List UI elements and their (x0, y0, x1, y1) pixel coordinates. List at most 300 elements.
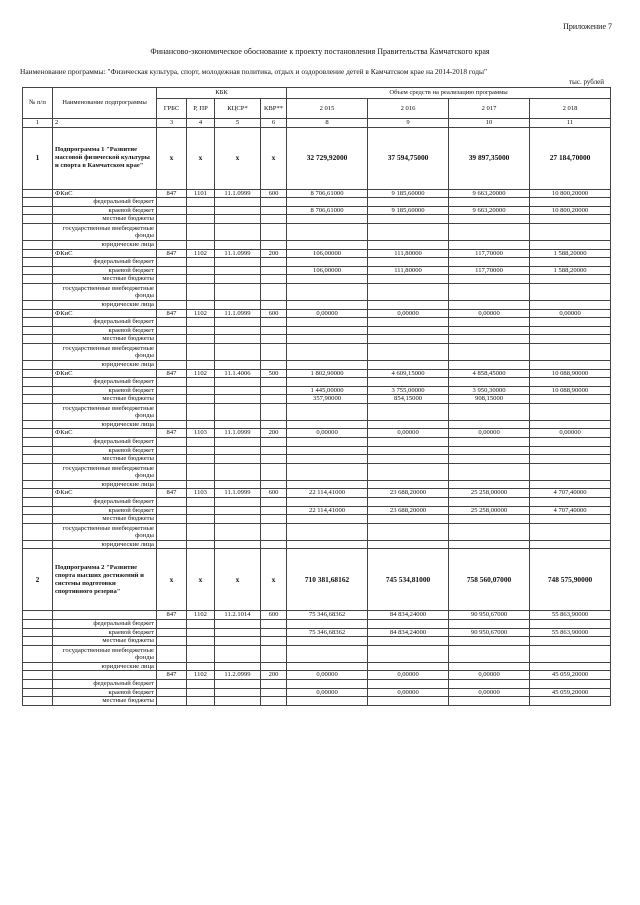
grbs-cell (157, 688, 187, 697)
rpr-cell: x (187, 549, 215, 611)
amount-cell: 1 588,20000 (530, 266, 611, 275)
funding-source-name: государственные внебюджетные фонды (53, 463, 157, 480)
source-row (23, 300, 611, 309)
executor-row (23, 189, 611, 198)
grbs-cell (157, 326, 187, 335)
amount-cell (530, 378, 611, 387)
grbs-cell (157, 506, 187, 515)
rpr-cell (187, 283, 215, 300)
column-index-cell: 5 (215, 119, 261, 128)
amount-cell (530, 335, 611, 344)
amount-cell (530, 343, 611, 360)
source-row (23, 480, 611, 489)
source-row (23, 697, 611, 706)
row-number (23, 645, 53, 662)
kvr-cell: x (261, 549, 287, 611)
amount-cell (368, 679, 449, 688)
amount-cell (368, 498, 449, 507)
kcsr-cell (215, 523, 261, 540)
amount-cell: 0,00000 (368, 309, 449, 318)
rpr-cell (187, 628, 215, 637)
funding-source-name: краевой бюджет (53, 326, 157, 335)
source-row (23, 540, 611, 549)
executor-row (23, 611, 611, 620)
appendix-label: Приложение 7 (563, 22, 612, 31)
amount-cell: 117,70000 (449, 266, 530, 275)
kcsr-cell (215, 540, 261, 549)
grbs-cell (157, 206, 187, 215)
amount-cell (287, 620, 368, 629)
funding-source-name: местные бюджеты (53, 515, 157, 524)
amount-cell (530, 258, 611, 267)
row-number (23, 198, 53, 207)
funding-source-name: федеральный бюджет (53, 438, 157, 447)
source-row (23, 360, 611, 369)
amount-cell (530, 463, 611, 480)
amount-cell (287, 283, 368, 300)
kvr-cell (261, 463, 287, 480)
grbs-cell: 847 (157, 369, 187, 378)
amount-cell: 39 897,35000 (449, 127, 530, 189)
source-row (23, 206, 611, 215)
amount-cell (530, 326, 611, 335)
funding-source-name: местные бюджеты (53, 335, 157, 344)
grbs-cell (157, 318, 187, 327)
row-number (23, 480, 53, 489)
col-kcsr-header: КЦСР* (215, 99, 261, 119)
amount-cell (449, 463, 530, 480)
row-number (23, 378, 53, 387)
amount-cell: 9 185,60000 (368, 189, 449, 198)
rpr-cell (187, 335, 215, 344)
kvr-cell (261, 326, 287, 335)
grbs-cell (157, 386, 187, 395)
row-number (23, 429, 53, 438)
amount-cell: 111,80000 (368, 266, 449, 275)
rpr-cell (187, 386, 215, 395)
rpr-cell (187, 223, 215, 240)
kcsr-cell (215, 283, 261, 300)
amount-cell (368, 240, 449, 249)
executor-row (23, 249, 611, 258)
row-number (23, 438, 53, 447)
amount-cell: 357,90000 (287, 395, 368, 404)
amount-cell (449, 300, 530, 309)
row-number: 1 (23, 127, 53, 189)
grbs-cell: 847 (157, 611, 187, 620)
amount-cell: 10 088,90000 (530, 386, 611, 395)
amount-cell (530, 395, 611, 404)
kvr-cell (261, 206, 287, 215)
row-number (23, 343, 53, 360)
amount-cell: 1 802,90000 (287, 369, 368, 378)
kcsr-cell (215, 446, 261, 455)
amount-cell: 90 950,67000 (449, 611, 530, 620)
amount-cell (530, 318, 611, 327)
row-number (23, 215, 53, 224)
funding-source-name: краевой бюджет (53, 266, 157, 275)
col-funds-header: Объем средств на реализацию программы (287, 88, 611, 99)
amount-cell (368, 523, 449, 540)
amount-cell (287, 198, 368, 207)
source-row (23, 223, 611, 240)
executor-name (53, 611, 157, 620)
funding-source-name: юридические лица (53, 480, 157, 489)
funding-source-name: местные бюджеты (53, 455, 157, 464)
row-number (23, 395, 53, 404)
rpr-cell (187, 455, 215, 464)
rpr-cell (187, 343, 215, 360)
amount-cell (368, 403, 449, 420)
kvr-cell (261, 335, 287, 344)
executor-name: ФКиС (53, 309, 157, 318)
amount-cell (530, 662, 611, 671)
funding-source-name: государственные внебюджетные фонды (53, 523, 157, 540)
amount-cell (530, 620, 611, 629)
rpr-cell (187, 523, 215, 540)
amount-cell (530, 515, 611, 524)
kvr-cell: 500 (261, 369, 287, 378)
row-number (23, 206, 53, 215)
executor-name: ФКиС (53, 189, 157, 198)
amount-cell: 0,00000 (287, 429, 368, 438)
amount-cell (530, 275, 611, 284)
amount-cell (287, 223, 368, 240)
amount-cell (287, 498, 368, 507)
kvr-cell (261, 240, 287, 249)
row-number (23, 489, 53, 498)
grbs-cell (157, 628, 187, 637)
subprogram-name: Подпрограмма 1 "Развитие массовой физической культуры и спорта в Камчатском крае" (53, 127, 157, 189)
executor-row (23, 369, 611, 378)
table-header (23, 88, 611, 128)
kvr-cell (261, 662, 287, 671)
kvr-cell (261, 395, 287, 404)
kcsr-cell (215, 628, 261, 637)
amount-cell (449, 318, 530, 327)
amount-cell: 8 706,61000 (287, 206, 368, 215)
source-row (23, 438, 611, 447)
kvr-cell (261, 645, 287, 662)
column-index-cell: 10 (449, 119, 530, 128)
grbs-cell (157, 378, 187, 387)
rpr-cell (187, 275, 215, 284)
amount-cell (449, 403, 530, 420)
kvr-cell (261, 343, 287, 360)
column-index-cell: 3 (157, 119, 187, 128)
kvr-cell: 200 (261, 671, 287, 680)
row-number (23, 386, 53, 395)
rpr-cell (187, 515, 215, 524)
source-row (23, 378, 611, 387)
grbs-cell (157, 662, 187, 671)
rpr-cell: 1103 (187, 489, 215, 498)
amount-cell (530, 360, 611, 369)
amount-cell (287, 438, 368, 447)
amount-cell (530, 455, 611, 464)
source-row (23, 395, 611, 404)
grbs-cell: 847 (157, 489, 187, 498)
subprogram-row (23, 127, 611, 189)
col-2018-header: 2 018 (530, 99, 611, 119)
amount-cell (287, 215, 368, 224)
row-number (23, 463, 53, 480)
rpr-cell (187, 198, 215, 207)
amount-cell (449, 679, 530, 688)
table-body (23, 127, 611, 705)
amount-cell: 10 800,20000 (530, 189, 611, 198)
kvr-cell (261, 620, 287, 629)
row-number (23, 240, 53, 249)
row-number (23, 223, 53, 240)
amount-cell (368, 455, 449, 464)
amount-cell: 106,00000 (287, 249, 368, 258)
kcsr-cell (215, 326, 261, 335)
row-number (23, 688, 53, 697)
amount-cell (530, 637, 611, 646)
amount-cell: 1 588,20000 (530, 249, 611, 258)
funding-source-name: федеральный бюджет (53, 620, 157, 629)
amount-cell (449, 523, 530, 540)
row-number (23, 540, 53, 549)
col-num-header: № п/п (23, 88, 53, 119)
kvr-cell: 200 (261, 249, 287, 258)
kcsr-cell: 11.2.1014 (215, 611, 261, 620)
funding-source-name: федеральный бюджет (53, 679, 157, 688)
kvr-cell (261, 266, 287, 275)
source-row (23, 679, 611, 688)
kvr-cell (261, 455, 287, 464)
grbs-cell (157, 266, 187, 275)
col-kvr-header: КВР** (261, 99, 287, 119)
row-number (23, 326, 53, 335)
kcsr-cell (215, 240, 261, 249)
row-number (23, 446, 53, 455)
amount-cell (530, 523, 611, 540)
grbs-cell (157, 198, 187, 207)
kcsr-cell (215, 266, 261, 275)
subprogram-name: Подпрограмма 2 "Развитие спорта высших достижений и системы подготовки спортивного резерва" (53, 549, 157, 611)
row-number (23, 309, 53, 318)
amount-cell: 22 114,41000 (287, 489, 368, 498)
row-number (23, 360, 53, 369)
grbs-cell (157, 498, 187, 507)
kcsr-cell (215, 386, 261, 395)
amount-cell: 37 594,75000 (368, 127, 449, 189)
rpr-cell (187, 463, 215, 480)
executor-name (53, 671, 157, 680)
kvr-cell (261, 403, 287, 420)
kcsr-cell (215, 498, 261, 507)
amount-cell (449, 198, 530, 207)
row-number (23, 697, 53, 706)
grbs-cell (157, 455, 187, 464)
row-number (23, 637, 53, 646)
row-number (23, 611, 53, 620)
row-number (23, 369, 53, 378)
amount-cell: 23 688,20000 (368, 489, 449, 498)
amount-cell (287, 515, 368, 524)
amount-cell (368, 275, 449, 284)
rpr-cell (187, 679, 215, 688)
amount-cell (287, 455, 368, 464)
funding-source-name: государственные внебюджетные фонды (53, 645, 157, 662)
amount-cell (287, 335, 368, 344)
col-2016-header: 2 016 (368, 99, 449, 119)
amount-cell (287, 240, 368, 249)
rpr-cell (187, 266, 215, 275)
rpr-cell: x (187, 127, 215, 189)
row-number (23, 283, 53, 300)
col-grbs-header: ГРБС (157, 99, 187, 119)
amount-cell: 4 707,40000 (530, 506, 611, 515)
amount-cell: 55 863,90000 (530, 611, 611, 620)
funding-source-name: краевой бюджет (53, 386, 157, 395)
rpr-cell (187, 326, 215, 335)
executor-row (23, 429, 611, 438)
amount-cell: 25 258,00000 (449, 489, 530, 498)
amount-cell (287, 679, 368, 688)
amount-cell (449, 420, 530, 429)
source-row (23, 645, 611, 662)
source-row (23, 275, 611, 284)
funding-source-name: краевой бюджет (53, 506, 157, 515)
column-index-cell: 4 (187, 119, 215, 128)
row-number (23, 679, 53, 688)
amount-cell (287, 403, 368, 420)
amount-cell (287, 318, 368, 327)
amount-cell (368, 258, 449, 267)
amount-cell (449, 378, 530, 387)
grbs-cell: 847 (157, 671, 187, 680)
kcsr-cell: x (215, 127, 261, 189)
rpr-cell: 1102 (187, 249, 215, 258)
rpr-cell (187, 258, 215, 267)
source-row (23, 515, 611, 524)
kvr-cell (261, 318, 287, 327)
kcsr-cell (215, 378, 261, 387)
amount-cell (530, 198, 611, 207)
amount-cell (449, 620, 530, 629)
amount-cell: 75 346,68362 (287, 611, 368, 620)
row-number (23, 515, 53, 524)
rpr-cell (187, 318, 215, 327)
source-row (23, 420, 611, 429)
amount-cell: 1 445,00000 (287, 386, 368, 395)
amount-cell: 10 800,20000 (530, 206, 611, 215)
kcsr-cell (215, 506, 261, 515)
amount-cell (287, 360, 368, 369)
amount-cell: 23 688,20000 (368, 506, 449, 515)
rpr-cell (187, 637, 215, 646)
amount-cell: 0,00000 (449, 671, 530, 680)
column-index-cell: 6 (261, 119, 287, 128)
amount-cell (449, 662, 530, 671)
kcsr-cell: 11.1.0999 (215, 429, 261, 438)
funding-source-name: государственные внебюджетные фонды (53, 403, 157, 420)
row-number (23, 506, 53, 515)
amount-cell: 22 114,41000 (287, 506, 368, 515)
kvr-cell (261, 506, 287, 515)
amount-cell: 0,00000 (368, 671, 449, 680)
amount-cell (530, 240, 611, 249)
kvr-cell (261, 540, 287, 549)
grbs-cell (157, 438, 187, 447)
kcsr-cell (215, 645, 261, 662)
source-row (23, 498, 611, 507)
funding-source-name: федеральный бюджет (53, 198, 157, 207)
grbs-cell (157, 300, 187, 309)
grbs-cell: 847 (157, 429, 187, 438)
kvr-cell (261, 438, 287, 447)
grbs-cell (157, 679, 187, 688)
amount-cell (449, 240, 530, 249)
grbs-cell (157, 620, 187, 629)
amount-cell (368, 378, 449, 387)
source-row (23, 335, 611, 344)
kvr-cell: 600 (261, 489, 287, 498)
amount-cell: 3 950,30000 (449, 386, 530, 395)
source-row (23, 463, 611, 480)
amount-cell (449, 275, 530, 284)
amount-cell (368, 645, 449, 662)
col-kbk-header: КБК (157, 88, 287, 99)
amount-cell: 0,00000 (287, 688, 368, 697)
rpr-cell (187, 438, 215, 447)
row-number (23, 403, 53, 420)
source-row (23, 688, 611, 697)
column-index-cell: 11 (530, 119, 611, 128)
amount-cell (530, 403, 611, 420)
source-row (23, 446, 611, 455)
kcsr-cell (215, 403, 261, 420)
amount-cell: 3 755,00000 (368, 386, 449, 395)
rpr-cell: 1101 (187, 189, 215, 198)
grbs-cell (157, 240, 187, 249)
amount-cell (449, 498, 530, 507)
amount-cell (368, 438, 449, 447)
document-title: Финансово-экономическое обоснование к проекту постановления Правительства Камчатского края (150, 47, 490, 56)
rpr-cell (187, 688, 215, 697)
rpr-cell: 1102 (187, 309, 215, 318)
amount-cell: 84 834,24000 (368, 611, 449, 620)
source-row (23, 523, 611, 540)
funding-source-name: местные бюджеты (53, 215, 157, 224)
amount-cell (368, 420, 449, 429)
funding-source-name: федеральный бюджет (53, 498, 157, 507)
kvr-cell (261, 628, 287, 637)
grbs-cell (157, 258, 187, 267)
funding-source-name: федеральный бюджет (53, 318, 157, 327)
amount-cell (530, 446, 611, 455)
kvr-cell (261, 420, 287, 429)
amount-cell (449, 283, 530, 300)
grbs-cell (157, 215, 187, 224)
funding-source-name: государственные внебюджетные фонды (53, 283, 157, 300)
rpr-cell (187, 480, 215, 489)
row-number (23, 498, 53, 507)
kcsr-cell (215, 688, 261, 697)
amount-cell: 45 059,20000 (530, 671, 611, 680)
kvr-cell (261, 697, 287, 706)
kvr-cell (261, 198, 287, 207)
executor-row (23, 489, 611, 498)
rpr-cell (187, 395, 215, 404)
amount-cell: 111,80000 (368, 249, 449, 258)
row-number (23, 300, 53, 309)
funding-source-name: федеральный бюджет (53, 258, 157, 267)
amount-cell (530, 480, 611, 489)
